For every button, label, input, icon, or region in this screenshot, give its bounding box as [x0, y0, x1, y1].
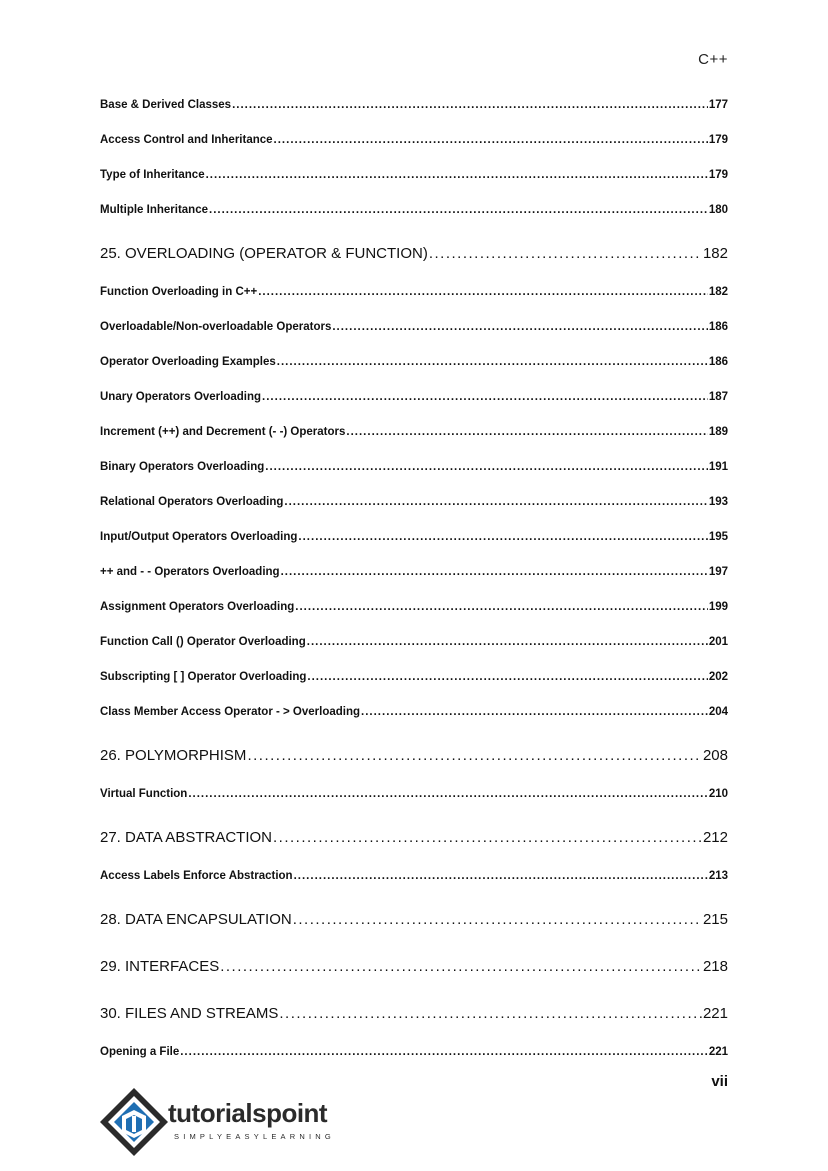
toc-chapter-entry[interactable]: [100, 958, 728, 975]
toc-dot-leader: [220, 958, 702, 975]
toc-entry-page: 177: [708, 99, 728, 111]
toc-entry-page: 182: [708, 286, 728, 298]
toc-dot-leader: [206, 169, 708, 181]
toc-dot-leader: [361, 706, 708, 718]
toc-entry-label: Unary Operators Overloading: [100, 391, 262, 403]
toc-section-entry[interactable]: [100, 134, 728, 146]
toc-section-entry[interactable]: [100, 204, 728, 216]
toc-section-entry[interactable]: [100, 671, 728, 683]
toc-dot-leader: [346, 426, 707, 438]
toc-entry-label: Class Member Access Operator - > Overloading: [100, 706, 361, 718]
toc-dot-leader: [307, 636, 708, 648]
toc-dot-leader: [307, 671, 707, 683]
toc-section-entry[interactable]: [100, 531, 728, 543]
toc-dot-leader: [265, 461, 708, 473]
toc-entry-label: Multiple Inheritance: [100, 204, 208, 216]
toc-entry-label: Increment (++) and Decrement (- -) Operators: [100, 426, 346, 438]
toc-section-entry[interactable]: [100, 601, 728, 613]
toc-section-entry[interactable]: [100, 566, 728, 578]
toc-chapter-entry[interactable]: [100, 911, 728, 928]
toc-entry-page: 212: [702, 829, 728, 846]
toc-entry-page: 202: [708, 671, 728, 683]
toc-dot-leader: [258, 286, 708, 298]
toc-entry-page: 179: [708, 169, 728, 181]
toc-entry-page: 193: [708, 496, 728, 508]
toc-entry-page: 221: [702, 1005, 728, 1022]
toc-entry-label: Subscripting [ ] Operator Overloading: [100, 671, 307, 683]
toc-entry-label: Virtual Function: [100, 788, 188, 800]
toc-entry-page: 187: [708, 391, 728, 403]
toc-entry-page: 208: [702, 747, 728, 764]
logo-diamond-icon: [98, 1086, 170, 1158]
page-number: vii: [711, 1073, 728, 1090]
toc-dot-leader: [293, 911, 702, 928]
toc-entry-label: Access Labels Enforce Abstraction: [100, 870, 293, 882]
toc-dot-leader: [273, 829, 702, 846]
toc-entry-page: 179: [708, 134, 728, 146]
toc-entry-label: Assignment Operators Overloading: [100, 601, 295, 613]
toc-entry-label: Base & Derived Classes: [100, 99, 232, 111]
toc-entry-label: 26. POLYMORPHISM: [100, 747, 247, 764]
toc-entry-label: Access Control and Inheritance: [100, 134, 273, 146]
toc-entry-page: 221: [708, 1046, 728, 1058]
toc-dot-leader: [294, 870, 708, 882]
toc-dot-leader: [295, 601, 708, 613]
toc-entry-page: 213: [708, 870, 728, 882]
toc-entry-label: Function Call () Operator Overloading: [100, 636, 306, 648]
toc-section-entry[interactable]: [100, 99, 728, 111]
running-header-title: C++: [698, 51, 728, 68]
logo-wordmark: tutorialspoint: [168, 1098, 328, 1128]
toc-section-entry[interactable]: [100, 391, 728, 403]
toc-dot-leader: [284, 496, 707, 508]
toc-entry-page: 215: [702, 911, 728, 928]
toc-chapter-entry[interactable]: [100, 829, 728, 846]
toc-entry-page: 180: [708, 204, 728, 216]
toc-entry-label: Binary Operators Overloading: [100, 461, 265, 473]
toc-entry-label: Overloadable/Non-overloadable Operators: [100, 321, 332, 333]
logo-tagline: SIMPLYEASYLEARNING: [174, 1132, 335, 1141]
toc-entry-page: 218: [702, 958, 728, 975]
toc-chapter-entry[interactable]: [100, 1005, 728, 1022]
toc-entry-label: Opening a File: [100, 1046, 180, 1058]
toc-section-entry[interactable]: [100, 169, 728, 181]
toc-entry-label: Operator Overloading Examples: [100, 356, 276, 368]
tutorialspoint-logo: [98, 1086, 358, 1158]
toc-entry-label: ++ and - - Operators Overloading: [100, 566, 280, 578]
toc-entry-page: 191: [708, 461, 728, 473]
toc-section-entry[interactable]: [100, 706, 728, 718]
toc-dot-leader: [188, 788, 707, 800]
toc-dot-leader: [247, 747, 702, 764]
toc-entry-label: 28. DATA ENCAPSULATION: [100, 911, 292, 928]
toc-dot-leader: [332, 321, 707, 333]
toc-entry-label: 30. FILES AND STREAMS: [100, 1005, 279, 1022]
toc-entry-label: Input/Output Operators Overloading: [100, 531, 298, 543]
toc-chapter-entry[interactable]: [100, 747, 728, 764]
toc-entry-label: Type of Inheritance: [100, 169, 205, 181]
toc-dot-leader: [277, 356, 708, 368]
toc-section-entry[interactable]: [100, 356, 728, 368]
toc-dot-leader: [429, 245, 702, 262]
toc-dot-leader: [232, 99, 708, 111]
toc-entry-page: 186: [708, 356, 728, 368]
toc-dot-leader: [180, 1046, 708, 1058]
toc-section-entry[interactable]: [100, 496, 728, 508]
toc-section-entry[interactable]: [100, 870, 728, 882]
toc-entry-page: 189: [708, 426, 728, 438]
toc-entry-label: 25. OVERLOADING (OPERATOR & FUNCTION): [100, 245, 428, 262]
toc-dot-leader: [279, 1005, 702, 1022]
toc-entry-label: Function Overloading in C++: [100, 286, 258, 298]
toc-section-entry[interactable]: [100, 636, 728, 648]
toc-dot-leader: [274, 134, 708, 146]
toc-entry-page: 201: [708, 636, 728, 648]
toc-section-entry[interactable]: [100, 426, 728, 438]
toc-dot-leader: [281, 566, 708, 578]
toc-entry-page: 182: [702, 245, 728, 262]
toc-section-entry[interactable]: [100, 1046, 728, 1058]
toc-entry-label: 27. DATA ABSTRACTION: [100, 829, 272, 846]
toc-section-entry[interactable]: [100, 788, 728, 800]
toc-entry-page: 204: [708, 706, 728, 718]
toc-dot-leader: [262, 391, 708, 403]
toc-chapter-entry[interactable]: [100, 245, 728, 262]
toc-entry-page: 195: [708, 531, 728, 543]
toc-entry-page: 186: [708, 321, 728, 333]
toc-entry-page: 199: [708, 601, 728, 613]
toc-dot-leader: [298, 531, 707, 543]
toc-section-entry[interactable]: [100, 286, 728, 298]
toc-section-entry[interactable]: [100, 461, 728, 473]
toc-entry-page: 197: [708, 566, 728, 578]
toc-entry-page: 210: [708, 788, 728, 800]
toc-entry-label: Relational Operators Overloading: [100, 496, 284, 508]
toc-section-entry[interactable]: [100, 321, 728, 333]
toc-entry-label: 29. INTERFACES: [100, 958, 220, 975]
toc-dot-leader: [209, 204, 708, 216]
